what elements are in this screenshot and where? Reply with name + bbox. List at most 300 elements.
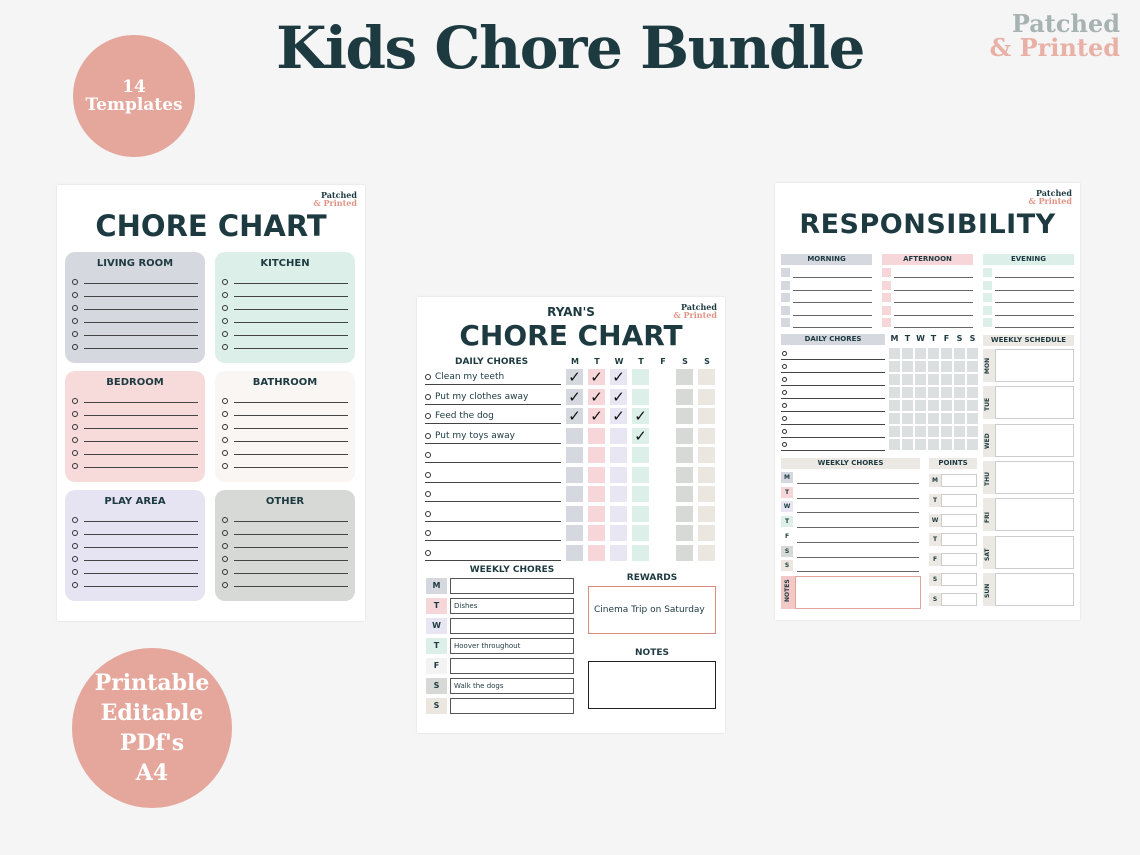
- grid-checkbox[interactable]: [941, 361, 952, 372]
- routine-checkbox[interactable]: [882, 293, 891, 302]
- grid-checkbox[interactable]: [954, 426, 965, 437]
- routine-checkbox[interactable]: [882, 318, 891, 327]
- checkbox-circle-icon[interactable]: [222, 344, 228, 350]
- room-chore-line[interactable]: [222, 446, 348, 459]
- checkbox-circle-icon[interactable]: [425, 413, 431, 419]
- grid-checkbox[interactable]: [915, 400, 926, 411]
- points-field[interactable]: [941, 533, 977, 546]
- grid-checkbox[interactable]: [928, 361, 939, 372]
- room-chore-line[interactable]: [72, 327, 198, 340]
- day-checkbox[interactable]: [654, 525, 671, 541]
- day-checkbox[interactable]: [676, 369, 693, 385]
- day-checkbox[interactable]: [566, 447, 583, 463]
- day-checkbox[interactable]: [654, 389, 671, 405]
- room-chore-line[interactable]: [222, 459, 348, 472]
- room-chore-line[interactable]: [222, 565, 348, 578]
- weekly-chore-field[interactable]: Walk the dogs: [450, 678, 574, 694]
- day-checkbox[interactable]: ✓: [566, 369, 583, 385]
- daily-chore-line[interactable]: [781, 412, 885, 425]
- room-chore-line[interactable]: [222, 420, 348, 433]
- daily-chore-row[interactable]: [425, 523, 561, 541]
- checkbox-circle-icon[interactable]: [72, 530, 78, 536]
- day-checkbox[interactable]: [698, 428, 715, 444]
- grid-checkbox[interactable]: [928, 387, 939, 398]
- checkbox-circle-icon[interactable]: [425, 433, 431, 439]
- checkbox-circle-icon[interactable]: [72, 543, 78, 549]
- grid-checkbox[interactable]: [902, 400, 913, 411]
- points-field[interactable]: [941, 514, 977, 527]
- grid-checkbox[interactable]: [902, 387, 913, 398]
- notes-box[interactable]: [795, 576, 921, 609]
- routine-checkbox[interactable]: [882, 281, 891, 290]
- room-card: [65, 490, 205, 601]
- weekly-day-label: F: [781, 531, 793, 542]
- day-checkbox[interactable]: [698, 408, 715, 424]
- grid-checkbox[interactable]: [902, 374, 913, 385]
- checkbox-circle-icon[interactable]: [72, 517, 78, 523]
- grid-checkbox[interactable]: [928, 374, 939, 385]
- write-line: [84, 322, 198, 323]
- checkbox-circle-icon[interactable]: [782, 390, 787, 395]
- day-checkbox[interactable]: ✓: [588, 369, 605, 385]
- grid-checkbox[interactable]: [889, 374, 900, 385]
- grid-checkbox[interactable]: [915, 348, 926, 359]
- day-checkbox[interactable]: [632, 447, 649, 463]
- checkbox-circle-icon[interactable]: [782, 442, 787, 447]
- checkbox-circle-icon[interactable]: [222, 437, 228, 443]
- room-chore-line[interactable]: [222, 301, 348, 314]
- day-checkbox[interactable]: [654, 428, 671, 444]
- grid-checkbox[interactable]: [967, 361, 978, 372]
- grid-checkbox[interactable]: [967, 426, 978, 437]
- daily-chore-row[interactable]: [425, 387, 561, 405]
- grid-checkbox[interactable]: [941, 413, 952, 424]
- rewards-box[interactable]: [588, 586, 716, 634]
- weekly-chore-field[interactable]: [450, 658, 574, 674]
- day-checkbox[interactable]: ✓: [588, 389, 605, 405]
- checkbox-circle-icon[interactable]: [782, 403, 787, 408]
- notes-label: [781, 576, 795, 609]
- grid-checkbox[interactable]: [889, 387, 900, 398]
- room-chore-line[interactable]: [72, 314, 198, 327]
- points-field[interactable]: [941, 474, 977, 487]
- room-chore-line[interactable]: [72, 288, 198, 301]
- points-field[interactable]: [941, 573, 977, 586]
- checkbox-circle-icon[interactable]: [222, 582, 228, 588]
- daily-chore-line[interactable]: [781, 360, 885, 373]
- checkbox-circle-icon[interactable]: [222, 331, 228, 337]
- day-checkbox[interactable]: [588, 467, 605, 483]
- grid-checkbox[interactable]: [889, 400, 900, 411]
- day-checkbox[interactable]: [698, 525, 715, 541]
- room-chore-line[interactable]: [72, 578, 198, 591]
- schedule-field[interactable]: [995, 498, 1074, 531]
- grid-checkbox[interactable]: [902, 348, 913, 359]
- weekly-day-label: T: [426, 638, 447, 654]
- day-checkbox[interactable]: [698, 447, 715, 463]
- chore-chart-sheet: [57, 185, 365, 621]
- grid-checkbox[interactable]: [889, 413, 900, 424]
- day-checkbox[interactable]: [632, 486, 649, 502]
- grid-checkbox[interactable]: [889, 426, 900, 437]
- day-checkbox[interactable]: [588, 506, 605, 522]
- routine-checkbox[interactable]: [983, 293, 992, 302]
- grid-checkbox[interactable]: [967, 348, 978, 359]
- schedule-field[interactable]: [995, 536, 1074, 569]
- grid-checkbox[interactable]: [954, 361, 965, 372]
- write-line: [234, 348, 348, 349]
- grid-checkbox[interactable]: [928, 439, 939, 450]
- room-chore-line[interactable]: [72, 301, 198, 314]
- write-line: [234, 534, 348, 535]
- weekly-chores-header: WEEKLY CHORES: [469, 565, 555, 575]
- weekly-day-label: S: [781, 546, 793, 557]
- room-chore-line[interactable]: [222, 552, 348, 565]
- schedule-field[interactable]: [995, 424, 1074, 457]
- checkbox-circle-icon[interactable]: [222, 543, 228, 549]
- checkbox-circle-icon[interactable]: [222, 556, 228, 562]
- points-field[interactable]: [941, 553, 977, 566]
- room-chore-line[interactable]: [72, 513, 198, 526]
- room-chore-line[interactable]: [72, 565, 198, 578]
- room-chore-line[interactable]: [222, 433, 348, 446]
- day-checkbox[interactable]: [566, 506, 583, 522]
- checkbox-circle-icon[interactable]: [72, 318, 78, 324]
- day-checkbox[interactable]: [632, 467, 649, 483]
- day-checkbox[interactable]: [632, 525, 649, 541]
- day-checkbox[interactable]: [632, 369, 649, 385]
- write-line: [84, 283, 198, 284]
- day-checkbox[interactable]: [698, 486, 715, 502]
- day-checkbox[interactable]: [676, 447, 693, 463]
- write-line: [84, 454, 198, 455]
- checkbox-circle-icon[interactable]: [72, 279, 78, 285]
- day-checkbox[interactable]: [610, 467, 627, 483]
- checkbox-circle-icon[interactable]: [72, 463, 78, 469]
- checkbox-circle-icon[interactable]: [222, 450, 228, 456]
- room-chore-line[interactable]: [222, 288, 348, 301]
- checkbox-circle-icon[interactable]: [222, 569, 228, 575]
- day-checkbox[interactable]: ✓: [632, 408, 649, 424]
- routine-checkbox[interactable]: [781, 318, 790, 327]
- daily-chore-row[interactable]: [425, 465, 561, 483]
- day-checkbox[interactable]: [566, 486, 583, 502]
- checkbox-circle-icon[interactable]: [425, 491, 431, 497]
- grid-checkbox[interactable]: [928, 413, 939, 424]
- daily-chore-row[interactable]: [425, 504, 561, 522]
- room-title: BATHROOM: [252, 377, 318, 388]
- routine-checkbox[interactable]: [882, 268, 891, 277]
- daily-chore-row[interactable]: [425, 426, 561, 444]
- grid-checkbox[interactable]: [915, 426, 926, 437]
- room-chore-line[interactable]: [72, 539, 198, 552]
- day-checkbox[interactable]: [698, 369, 715, 385]
- room-chore-line[interactable]: [72, 275, 198, 288]
- grid-checkbox[interactable]: [954, 387, 965, 398]
- day-checkbox[interactable]: [654, 486, 671, 502]
- daily-chore-line[interactable]: [781, 399, 885, 412]
- checkbox-circle-icon[interactable]: [222, 517, 228, 523]
- day-checkbox[interactable]: ✓: [610, 408, 627, 424]
- weekly-chore-field[interactable]: [450, 578, 574, 594]
- weekly-chore-field[interactable]: [450, 698, 574, 714]
- checkbox-circle-icon[interactable]: [72, 556, 78, 562]
- grid-checkbox[interactable]: [902, 426, 913, 437]
- checkbox-circle-icon[interactable]: [222, 411, 228, 417]
- grid-checkbox[interactable]: [928, 426, 939, 437]
- checkbox-circle-icon[interactable]: [222, 424, 228, 430]
- daily-chore-row[interactable]: [425, 445, 561, 463]
- grid-checkbox[interactable]: [941, 400, 952, 411]
- grid-checkbox[interactable]: [954, 413, 965, 424]
- daily-chore-line[interactable]: [781, 347, 885, 360]
- checkbox-circle-icon[interactable]: [72, 344, 78, 350]
- checkbox-circle-icon[interactable]: [425, 472, 431, 478]
- grid-checkbox[interactable]: [941, 348, 952, 359]
- grid-checkbox[interactable]: [889, 348, 900, 359]
- grid-checkbox[interactable]: [915, 387, 926, 398]
- room-chore-line[interactable]: [72, 407, 198, 420]
- checkbox-circle-icon[interactable]: [222, 318, 228, 324]
- room-chore-line[interactable]: [222, 340, 348, 353]
- grid-checkbox[interactable]: [928, 348, 939, 359]
- room-chore-line[interactable]: [72, 446, 198, 459]
- checkbox-circle-icon[interactable]: [782, 429, 787, 434]
- routine-checkbox[interactable]: [781, 268, 790, 277]
- checkbox-circle-icon[interactable]: [222, 279, 228, 285]
- grid-checkbox[interactable]: [967, 374, 978, 385]
- room-title: KITCHEN: [260, 258, 310, 269]
- day-checkbox[interactable]: [654, 506, 671, 522]
- day-checkbox[interactable]: [654, 545, 671, 561]
- weekly-day-label: M: [426, 578, 447, 594]
- grid-checkbox[interactable]: [915, 374, 926, 385]
- schedule-day-text: WED: [984, 432, 991, 449]
- day-checkbox[interactable]: [654, 369, 671, 385]
- day-checkbox[interactable]: [676, 545, 693, 561]
- weekly-chore-field[interactable]: Dishes: [450, 598, 574, 614]
- day-checkbox[interactable]: [566, 525, 583, 541]
- routine-checkbox[interactable]: [781, 293, 790, 302]
- day-checkbox[interactable]: [588, 447, 605, 463]
- routine-checkbox[interactable]: [983, 306, 992, 315]
- day-checkbox[interactable]: [698, 506, 715, 522]
- brand-logo: [989, 9, 1120, 62]
- day-checkbox[interactable]: [632, 389, 649, 405]
- grid-checkbox[interactable]: [954, 439, 965, 450]
- checkbox-circle-icon[interactable]: [222, 305, 228, 311]
- room-chore-line[interactable]: [72, 526, 198, 539]
- checkbox-circle-icon[interactable]: [72, 292, 78, 298]
- grid-checkbox[interactable]: [941, 426, 952, 437]
- routine-checkbox[interactable]: [983, 281, 992, 290]
- day-checkbox[interactable]: [676, 428, 693, 444]
- checkbox-circle-icon[interactable]: [72, 331, 78, 337]
- daily-chore-row[interactable]: [425, 406, 561, 424]
- checkbox-circle-icon[interactable]: [782, 416, 787, 421]
- checkbox-circle-icon[interactable]: [222, 398, 228, 404]
- grid-checkbox[interactable]: [915, 361, 926, 372]
- day-checkbox[interactable]: [632, 545, 649, 561]
- schedule-day-text: SUN: [984, 583, 991, 598]
- grid-checkbox[interactable]: [889, 439, 900, 450]
- daily-chore-row[interactable]: [425, 484, 561, 502]
- day-checkbox[interactable]: [588, 525, 605, 541]
- grid-checkbox[interactable]: [954, 348, 965, 359]
- room-chore-line[interactable]: [72, 340, 198, 353]
- checkbox-circle-icon[interactable]: [72, 398, 78, 404]
- day-checkbox[interactable]: [676, 467, 693, 483]
- day-checkbox[interactable]: [588, 545, 605, 561]
- room-chore-line[interactable]: [222, 327, 348, 340]
- day-checkbox[interactable]: [610, 447, 627, 463]
- room-chore-line[interactable]: [72, 420, 198, 433]
- points-field[interactable]: [941, 494, 977, 507]
- routine-checkbox[interactable]: [781, 281, 790, 290]
- room-chore-line[interactable]: [222, 526, 348, 539]
- day-checkbox[interactable]: ✓: [632, 428, 649, 444]
- schedule-day-text: THU: [984, 471, 991, 486]
- checkbox-circle-icon[interactable]: [425, 394, 431, 400]
- checkbox-circle-icon[interactable]: [72, 450, 78, 456]
- routine-checkbox[interactable]: [781, 306, 790, 315]
- daily-chore-line[interactable]: [781, 373, 885, 386]
- day-checkbox[interactable]: [610, 486, 627, 502]
- day-checkbox[interactable]: [676, 506, 693, 522]
- schedule-field[interactable]: [995, 349, 1074, 382]
- grid-checkbox[interactable]: [967, 439, 978, 450]
- room-chore-line[interactable]: [222, 578, 348, 591]
- room-chore-line[interactable]: [72, 552, 198, 565]
- weekly-chore-field[interactable]: Hoover throughout: [450, 638, 574, 654]
- checkbox-circle-icon[interactable]: [425, 530, 431, 536]
- day-checkbox[interactable]: [632, 506, 649, 522]
- grid-checkbox[interactable]: [915, 439, 926, 450]
- grid-checkbox[interactable]: [902, 439, 913, 450]
- checkbox-circle-icon[interactable]: [425, 550, 431, 556]
- grid-checkbox[interactable]: [915, 413, 926, 424]
- notes-box[interactable]: [588, 661, 716, 709]
- room-chore-line[interactable]: [72, 459, 198, 472]
- checkbox-circle-icon[interactable]: [72, 424, 78, 430]
- templates-label: Templates: [85, 95, 183, 115]
- room-chore-line[interactable]: [222, 275, 348, 288]
- checkbox-circle-icon[interactable]: [72, 569, 78, 575]
- day-checkbox[interactable]: ✓: [588, 408, 605, 424]
- write-line: [234, 441, 348, 442]
- checkbox-circle-icon[interactable]: [222, 463, 228, 469]
- child-name: RYAN'S: [547, 305, 595, 319]
- checkbox-circle-icon[interactable]: [72, 305, 78, 311]
- checkbox-circle-icon[interactable]: [782, 351, 787, 356]
- day-checkbox[interactable]: [676, 389, 693, 405]
- checkbox-circle-icon[interactable]: [425, 374, 431, 380]
- room-chore-line[interactable]: [72, 433, 198, 446]
- day-checkbox[interactable]: [588, 428, 605, 444]
- routine-checkbox[interactable]: [983, 268, 992, 277]
- room-chore-line[interactable]: [222, 407, 348, 420]
- day-checkbox[interactable]: [610, 428, 627, 444]
- day-checkbox[interactable]: [698, 545, 715, 561]
- day-checkbox[interactable]: [610, 525, 627, 541]
- room-chore-line[interactable]: [222, 314, 348, 327]
- schedule-field[interactable]: [995, 573, 1074, 606]
- write-line: [797, 512, 919, 513]
- checkbox-circle-icon[interactable]: [782, 364, 787, 369]
- day-checkbox[interactable]: [566, 545, 583, 561]
- room-chore-line[interactable]: [72, 394, 198, 407]
- grid-checkbox[interactable]: [928, 400, 939, 411]
- daily-chore-line[interactable]: [781, 386, 885, 399]
- grid-checkbox[interactable]: [902, 361, 913, 372]
- daily-chore-row[interactable]: [425, 367, 561, 385]
- day-checkbox[interactable]: ✓: [566, 389, 583, 405]
- day-checkbox[interactable]: ✓: [610, 369, 627, 385]
- grid-checkbox[interactable]: [941, 387, 952, 398]
- day-checkbox[interactable]: [610, 545, 627, 561]
- day-checkbox[interactable]: [698, 389, 715, 405]
- routine-checkbox[interactable]: [983, 318, 992, 327]
- checkbox-circle-icon[interactable]: [425, 452, 431, 458]
- checkbox-circle-icon[interactable]: [425, 511, 431, 517]
- points-field[interactable]: [941, 593, 977, 606]
- daily-chore-line[interactable]: [781, 425, 885, 438]
- write-line: [894, 315, 973, 316]
- grid-checkbox[interactable]: [941, 374, 952, 385]
- room-chore-line[interactable]: [222, 394, 348, 407]
- grid-checkbox[interactable]: [941, 439, 952, 450]
- checkbox-circle-icon[interactable]: [72, 437, 78, 443]
- write-line: [793, 290, 872, 291]
- day-checkbox[interactable]: [654, 467, 671, 483]
- checkbox-circle-icon[interactable]: [222, 292, 228, 298]
- checkbox-circle-icon[interactable]: [782, 377, 787, 382]
- daily-chore-row[interactable]: [425, 543, 561, 561]
- grid-checkbox[interactable]: [954, 374, 965, 385]
- day-checkbox[interactable]: [654, 408, 671, 424]
- grid-checkbox[interactable]: [967, 400, 978, 411]
- grid-checkbox[interactable]: [954, 400, 965, 411]
- checkbox-circle-icon[interactable]: [72, 582, 78, 588]
- grid-checkbox[interactable]: [967, 387, 978, 398]
- schedule-field[interactable]: [995, 386, 1074, 419]
- day-checkbox[interactable]: [654, 447, 671, 463]
- room-chore-line[interactable]: [222, 513, 348, 526]
- day-checkbox[interactable]: [676, 486, 693, 502]
- checkbox-circle-icon[interactable]: [222, 530, 228, 536]
- day-checkbox[interactable]: ✓: [566, 408, 583, 424]
- grid-checkbox[interactable]: [967, 413, 978, 424]
- day-checkbox[interactable]: ✓: [610, 389, 627, 405]
- room-chore-line[interactable]: [222, 539, 348, 552]
- checkbox-circle-icon[interactable]: [72, 411, 78, 417]
- day-checkbox[interactable]: [676, 525, 693, 541]
- grid-checkbox[interactable]: [889, 361, 900, 372]
- day-checkbox[interactable]: [566, 428, 583, 444]
- weekly-chore-field[interactable]: [450, 618, 574, 634]
- day-checkbox[interactable]: [610, 506, 627, 522]
- day-checkbox[interactable]: [676, 408, 693, 424]
- day-checkbox[interactable]: [698, 467, 715, 483]
- day-checkbox[interactable]: [566, 467, 583, 483]
- room-title: BEDROOM: [106, 377, 164, 388]
- grid-checkbox[interactable]: [902, 413, 913, 424]
- templates-badge: [73, 35, 195, 157]
- schedule-field[interactable]: [995, 461, 1074, 494]
- day-checkbox[interactable]: [588, 486, 605, 502]
- daily-chore-line[interactable]: [781, 438, 885, 451]
- routine-checkbox[interactable]: [882, 306, 891, 315]
